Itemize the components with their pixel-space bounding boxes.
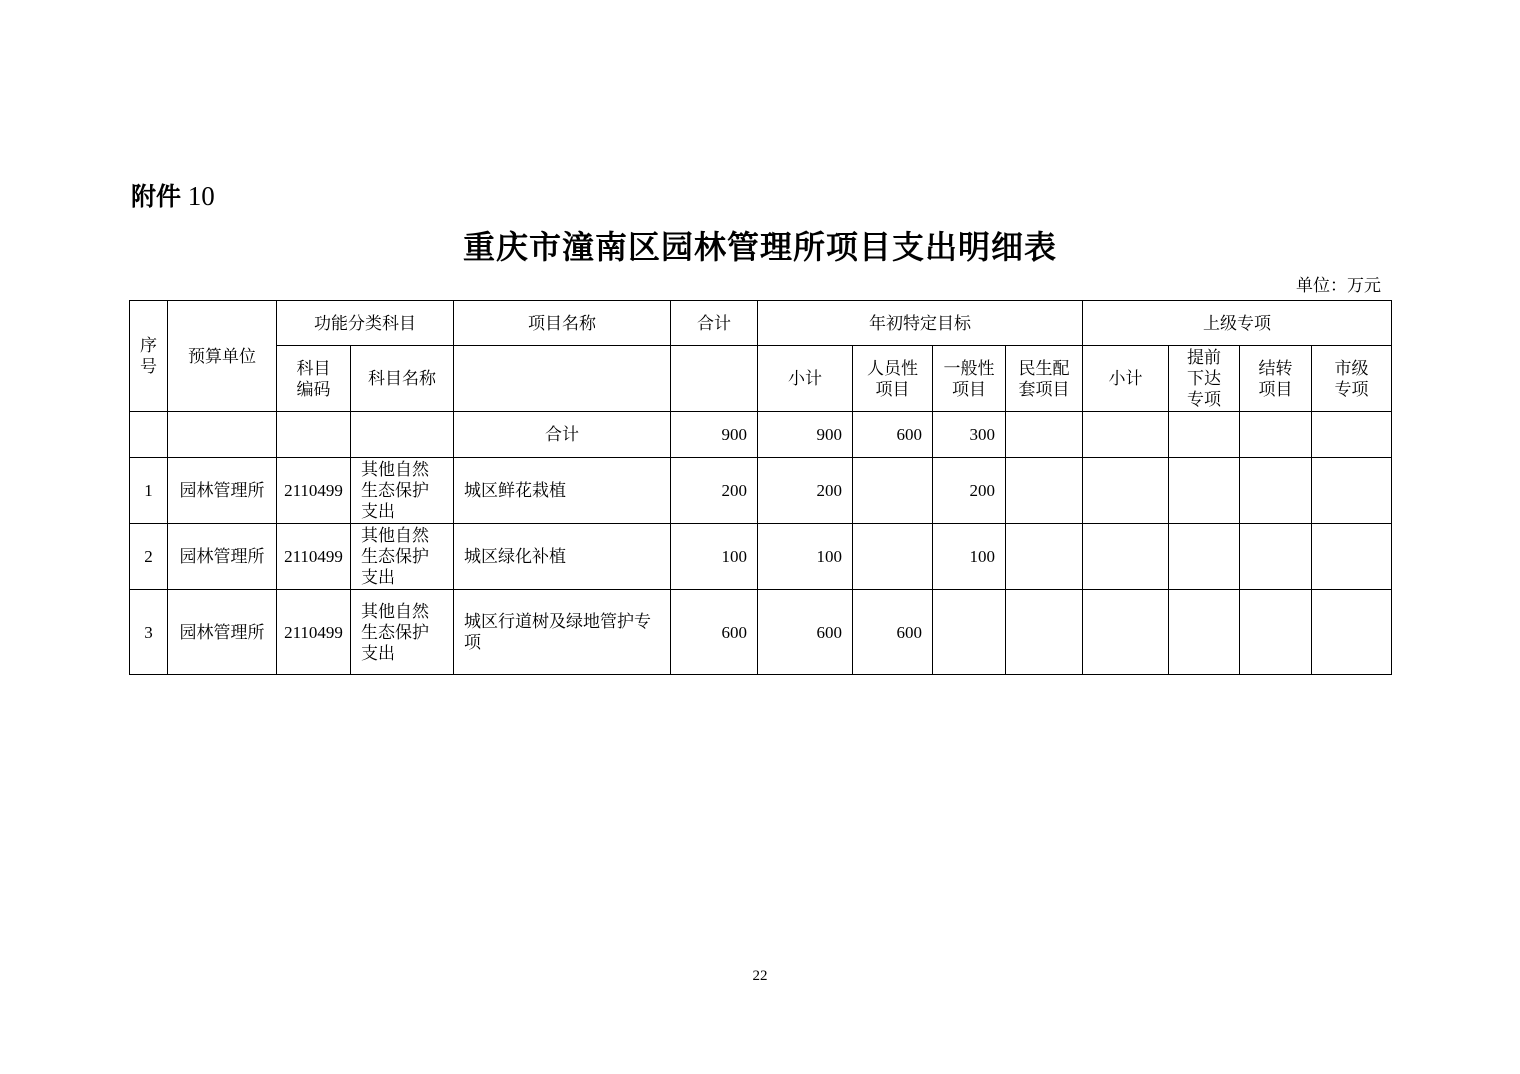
row-subject-name-text: 其他自然生态保护支出 bbox=[361, 460, 429, 521]
row-unit: 园林管理所 bbox=[168, 458, 277, 524]
total-row bbox=[130, 412, 1392, 458]
attachment-text: 附件 bbox=[131, 182, 182, 211]
row-general: 200 bbox=[933, 458, 1006, 524]
header-row-bottom bbox=[130, 346, 1392, 412]
row-code: 2110499 bbox=[277, 524, 351, 590]
table-row bbox=[130, 524, 1392, 590]
table-cell bbox=[1083, 458, 1169, 524]
table-cell bbox=[351, 412, 454, 458]
header-subject-code bbox=[277, 346, 351, 412]
table-cell bbox=[1006, 458, 1083, 524]
row-seq: 3 bbox=[130, 590, 168, 675]
page-number: 22 bbox=[752, 968, 768, 984]
total-row-subtotal: 900 bbox=[758, 412, 853, 458]
attachment-label bbox=[131, 178, 215, 215]
page-title: 重庆市潼南区园林管理所项目支出明细表 bbox=[462, 228, 1057, 266]
header-total: 合计 bbox=[671, 301, 758, 346]
table-cell bbox=[1312, 412, 1392, 458]
table-cell bbox=[1169, 412, 1240, 458]
total-row-label: 合计 bbox=[454, 412, 671, 458]
table-cell bbox=[1240, 524, 1312, 590]
table-row bbox=[130, 458, 1392, 524]
table-cell bbox=[1312, 590, 1392, 675]
table-cell bbox=[1006, 412, 1083, 458]
header-superior-subtotal: 小计 bbox=[1083, 346, 1169, 412]
row-personnel bbox=[853, 458, 933, 524]
row-seq: 1 bbox=[130, 458, 168, 524]
table-cell bbox=[1240, 412, 1312, 458]
header-row-top bbox=[130, 301, 1392, 346]
total-row-personnel: 600 bbox=[853, 412, 933, 458]
table-cell bbox=[1169, 524, 1240, 590]
row-project-name: 城区鲜花栽植 bbox=[454, 458, 671, 524]
header-advance bbox=[1169, 346, 1240, 412]
row-subtotal: 200 bbox=[758, 458, 853, 524]
header-advance-text: 提前下达专项 bbox=[1187, 348, 1221, 409]
row-code: 2110499 bbox=[277, 590, 351, 675]
table-cell bbox=[1083, 590, 1169, 675]
header-livelihood-text: 民生配套项目 bbox=[1018, 358, 1070, 399]
header-superior: 上级专项 bbox=[1083, 301, 1392, 346]
row-seq: 2 bbox=[130, 524, 168, 590]
row-personnel bbox=[853, 524, 933, 590]
attachment-number: 10 bbox=[187, 181, 215, 211]
row-personnel: 600 bbox=[853, 590, 933, 675]
table-cell bbox=[130, 412, 168, 458]
table-cell bbox=[1006, 590, 1083, 675]
header-project-name-blank bbox=[454, 346, 671, 412]
header-personnel bbox=[853, 346, 933, 412]
row-total: 100 bbox=[671, 524, 758, 590]
row-project-name-text: 城区行道树及绿地管护专项 bbox=[464, 612, 651, 652]
unit-label: 单位：万元 bbox=[1296, 276, 1381, 295]
table-row bbox=[130, 590, 1392, 675]
table-cell bbox=[1240, 458, 1312, 524]
header-function-category: 功能分类科目 bbox=[277, 301, 454, 346]
row-subtotal: 600 bbox=[758, 590, 853, 675]
header-project-name: 项目名称 bbox=[454, 301, 671, 346]
header-general bbox=[933, 346, 1006, 412]
row-unit: 园林管理所 bbox=[168, 590, 277, 675]
header-subject-name: 科目名称 bbox=[351, 346, 454, 412]
table-cell bbox=[1006, 524, 1083, 590]
table-cell bbox=[1083, 524, 1169, 590]
header-subject-code-text: 科目编码 bbox=[296, 358, 331, 399]
row-unit: 园林管理所 bbox=[168, 524, 277, 590]
row-subtotal: 100 bbox=[758, 524, 853, 590]
row-subject-name bbox=[351, 524, 454, 590]
header-seq-text: 序号 bbox=[140, 336, 157, 376]
table-cell bbox=[1312, 458, 1392, 524]
row-subject-name bbox=[351, 458, 454, 524]
row-total: 200 bbox=[671, 458, 758, 524]
header-annual-subtotal: 小计 bbox=[758, 346, 853, 412]
table-cell bbox=[168, 412, 277, 458]
row-general bbox=[933, 590, 1006, 675]
header-budget-unit: 预算单位 bbox=[168, 301, 277, 412]
row-total: 600 bbox=[671, 590, 758, 675]
header-municipal-text: 市级专项 bbox=[1334, 358, 1369, 399]
table-cell bbox=[1083, 412, 1169, 458]
total-row-general: 300 bbox=[933, 412, 1006, 458]
header-total-blank bbox=[671, 346, 758, 412]
row-subject-name-text: 其他自然生态保护支出 bbox=[361, 601, 429, 663]
header-personnel-text: 人员性项目 bbox=[867, 358, 918, 399]
row-subject-name bbox=[351, 590, 454, 675]
header-annual-target: 年初特定目标 bbox=[758, 301, 1083, 346]
row-code: 2110499 bbox=[277, 458, 351, 524]
total-row-total: 900 bbox=[671, 412, 758, 458]
row-project-name: 城区绿化补植 bbox=[454, 524, 671, 590]
header-livelihood bbox=[1006, 346, 1083, 412]
table-cell bbox=[1169, 590, 1240, 675]
row-project-name bbox=[454, 590, 671, 675]
header-carryover-text: 结转项目 bbox=[1258, 358, 1293, 399]
table-cell bbox=[1169, 458, 1240, 524]
header-general-text: 一般性项目 bbox=[943, 358, 995, 399]
header-seq bbox=[130, 301, 168, 412]
row-subject-name-text: 其他自然生态保护支出 bbox=[361, 526, 429, 587]
header-carryover bbox=[1240, 346, 1312, 412]
table-cell bbox=[1240, 590, 1312, 675]
row-general: 100 bbox=[933, 524, 1006, 590]
table-cell bbox=[1312, 524, 1392, 590]
header-municipal bbox=[1312, 346, 1392, 412]
project-expenditure-table bbox=[129, 300, 1392, 675]
table-cell bbox=[277, 412, 351, 458]
